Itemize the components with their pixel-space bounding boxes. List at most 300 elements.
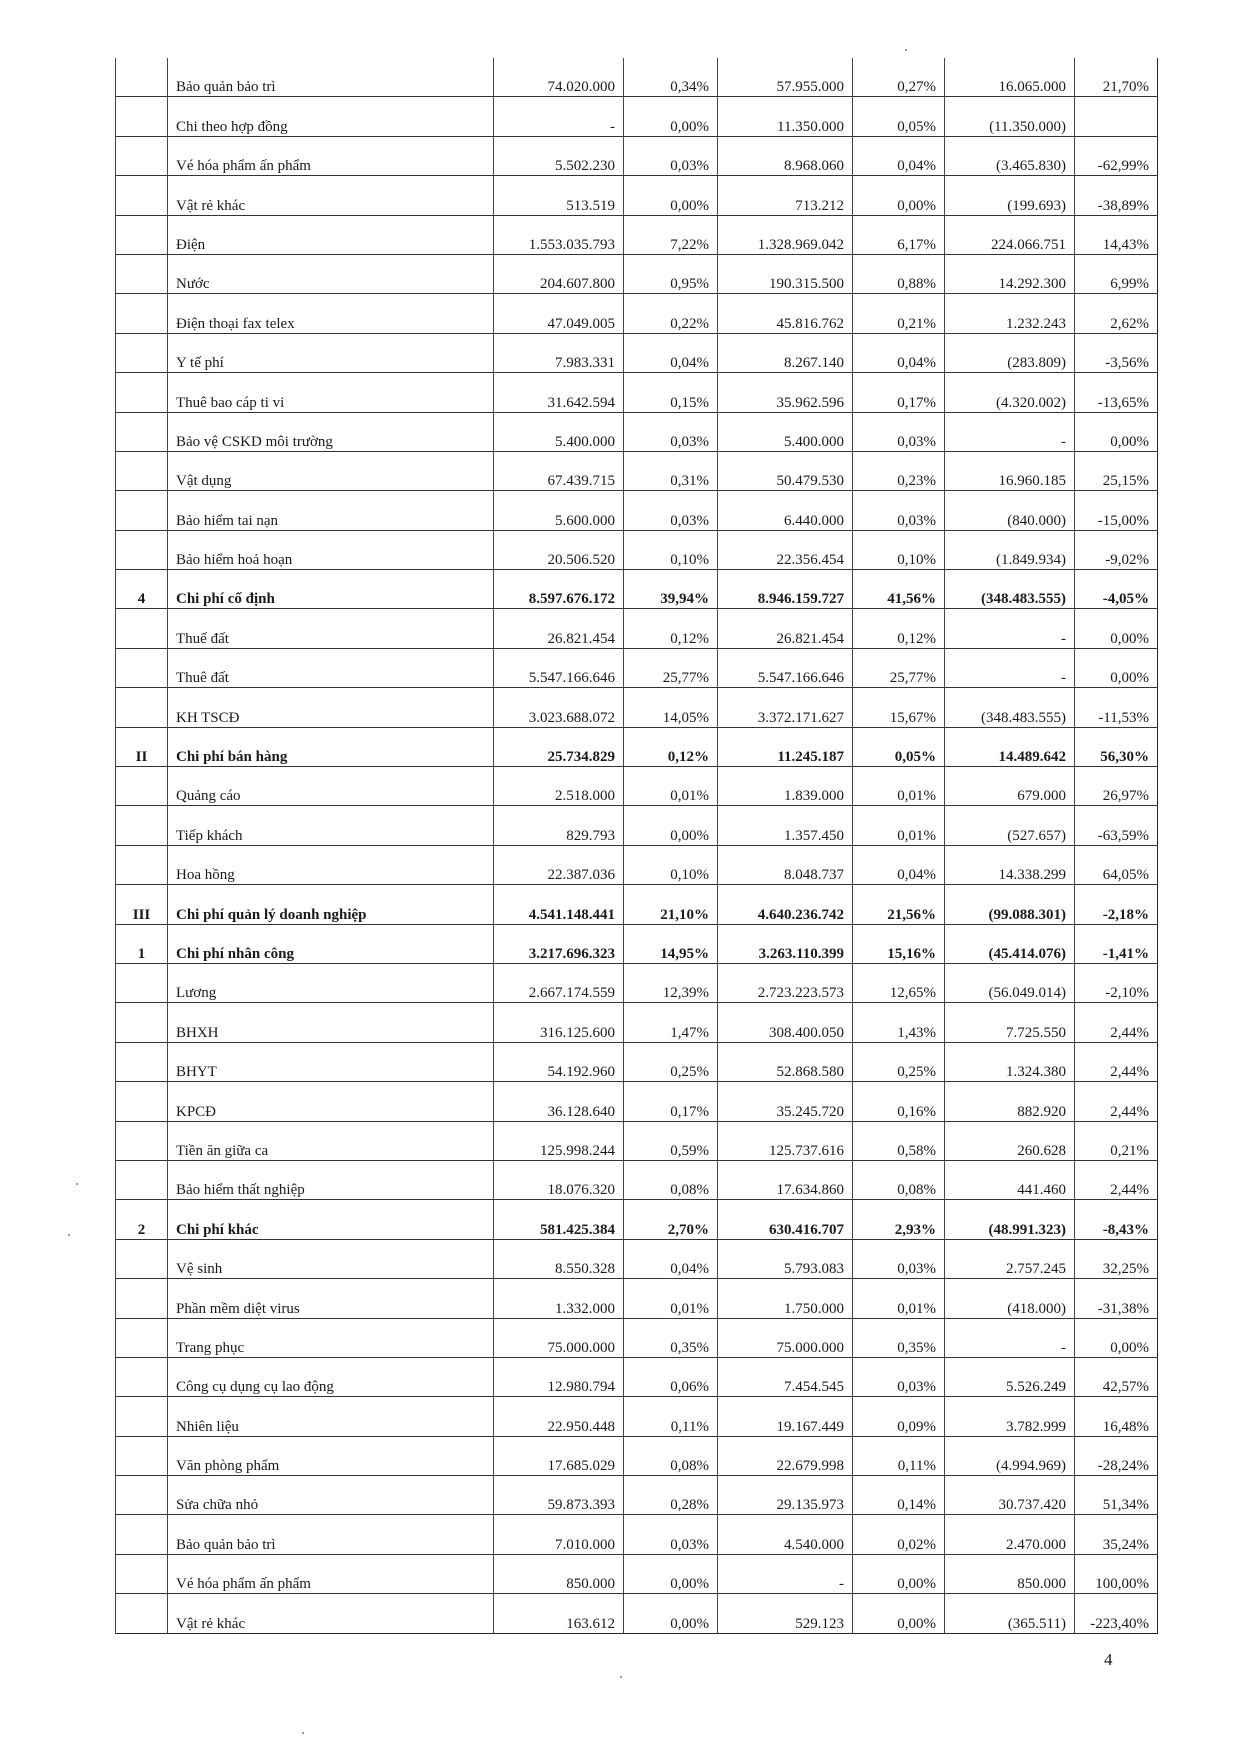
row-label: Văn phòng phẩm (168, 1436, 494, 1475)
table-row (116, 648, 1158, 687)
difference-amount: (99.088.301) (945, 885, 1075, 924)
row-index (116, 688, 168, 727)
percent-period-2: 0,12% (853, 609, 945, 648)
amount-period-1: 59.873.393 (494, 1476, 624, 1515)
percent-period-1: 0,12% (624, 727, 718, 766)
row-label: Bảo hiểm tai nạn (168, 491, 494, 530)
amount-period-1: 75.000.000 (494, 1318, 624, 1357)
difference-amount: - (945, 412, 1075, 451)
difference-amount: (4.994.969) (945, 1436, 1075, 1475)
percent-period-2: 21,56% (853, 885, 945, 924)
difference-amount: 7.725.550 (945, 1003, 1075, 1042)
difference-percent (1075, 97, 1158, 136)
table-group-row (116, 885, 1158, 924)
amount-period-2: 8.946.159.727 (718, 570, 853, 609)
table-row (116, 451, 1158, 490)
amount-period-1: 7.983.331 (494, 333, 624, 372)
row-label: Bảo quản bảo trì (168, 1515, 494, 1554)
row-index (116, 412, 168, 451)
amount-period-2: 7.454.545 (718, 1357, 853, 1396)
row-index (116, 1318, 168, 1357)
row-index (116, 648, 168, 687)
amount-period-2: 2.723.223.573 (718, 963, 853, 1002)
percent-period-1: 0,06% (624, 1357, 718, 1396)
table-row (116, 1003, 1158, 1042)
table-row (116, 1239, 1158, 1278)
row-label: Trang phục (168, 1318, 494, 1357)
row-index (116, 1476, 168, 1515)
row-label: Chi phí khác (168, 1200, 494, 1239)
amount-period-1: 125.998.244 (494, 1121, 624, 1160)
row-index (116, 1594, 168, 1633)
percent-period-2: 0,00% (853, 1594, 945, 1633)
percent-period-1: 0,22% (624, 294, 718, 333)
difference-percent: 51,34% (1075, 1476, 1158, 1515)
percent-period-2: 1,43% (853, 1003, 945, 1042)
difference-percent: -31,38% (1075, 1279, 1158, 1318)
row-index (116, 491, 168, 530)
scan-speck (620, 1676, 622, 1678)
amount-period-2: 308.400.050 (718, 1003, 853, 1042)
difference-amount: 5.526.249 (945, 1357, 1075, 1396)
percent-period-2: 0,03% (853, 412, 945, 451)
table-body (116, 58, 1158, 1633)
difference-percent: 56,30% (1075, 727, 1158, 766)
amount-period-2: 45.816.762 (718, 294, 853, 333)
row-index (116, 136, 168, 175)
table-row (116, 1042, 1158, 1081)
amount-period-1: 54.192.960 (494, 1042, 624, 1081)
percent-period-2: 0,03% (853, 1357, 945, 1396)
percent-period-2: 0,01% (853, 767, 945, 806)
table-row (116, 294, 1158, 333)
amount-period-2: 26.821.454 (718, 609, 853, 648)
table-group-row (116, 924, 1158, 963)
row-label: Chi theo hợp đồng (168, 97, 494, 136)
scan-speck (68, 1234, 70, 1236)
difference-amount: 14.338.299 (945, 845, 1075, 884)
row-index (116, 176, 168, 215)
amount-period-1: 2.518.000 (494, 767, 624, 806)
percent-period-2: 0,01% (853, 1279, 945, 1318)
amount-period-1: 1.553.035.793 (494, 215, 624, 254)
difference-percent: 32,25% (1075, 1239, 1158, 1278)
amount-period-2: 125.737.616 (718, 1121, 853, 1160)
percent-period-1: 0,31% (624, 451, 718, 490)
row-label: BHYT (168, 1042, 494, 1081)
difference-percent: 21,70% (1075, 58, 1158, 97)
difference-percent: 16,48% (1075, 1397, 1158, 1436)
row-label: Vé hóa phẩm ấn phẩm (168, 136, 494, 175)
difference-percent: 2,44% (1075, 1160, 1158, 1199)
table-row (116, 688, 1158, 727)
table-row (116, 97, 1158, 136)
table-row (116, 806, 1158, 845)
row-index (116, 58, 168, 97)
row-index (116, 1554, 168, 1593)
row-index (116, 333, 168, 372)
row-label: Điện thoại fax telex (168, 294, 494, 333)
percent-period-2: 0,04% (853, 845, 945, 884)
table-row (116, 1318, 1158, 1357)
amount-period-2: 8.048.737 (718, 845, 853, 884)
table-row (116, 1515, 1158, 1554)
percent-period-1: 0,03% (624, 1515, 718, 1554)
percent-period-1: 0,08% (624, 1436, 718, 1475)
scan-speck (76, 1183, 78, 1185)
row-index (116, 1279, 168, 1318)
percent-period-2: 25,77% (853, 648, 945, 687)
difference-amount: - (945, 609, 1075, 648)
percent-period-1: 0,00% (624, 806, 718, 845)
percent-period-2: 41,56% (853, 570, 945, 609)
cost-comparison-table (115, 58, 1158, 1634)
percent-period-2: 0,03% (853, 1239, 945, 1278)
difference-amount: (1.849.934) (945, 530, 1075, 569)
table-row (116, 767, 1158, 806)
percent-period-2: 0,21% (853, 294, 945, 333)
row-label: Chi phí quản lý doanh nghiệp (168, 885, 494, 924)
difference-percent: 0,00% (1075, 1318, 1158, 1357)
percent-period-2: 0,00% (853, 1554, 945, 1593)
difference-percent: 2,44% (1075, 1003, 1158, 1042)
percent-period-1: 0,04% (624, 1239, 718, 1278)
row-label: Điện (168, 215, 494, 254)
row-index (116, 1042, 168, 1081)
row-index: II (116, 727, 168, 766)
amount-period-1: 3.023.688.072 (494, 688, 624, 727)
difference-amount: 1.232.243 (945, 294, 1075, 333)
difference-percent: 0,00% (1075, 648, 1158, 687)
row-index (116, 1121, 168, 1160)
amount-period-2: 57.955.000 (718, 58, 853, 97)
row-label: Tiếp khách (168, 806, 494, 845)
row-label: Quảng cáo (168, 767, 494, 806)
difference-percent: 0,00% (1075, 609, 1158, 648)
row-label: Tiền ăn giữa ca (168, 1121, 494, 1160)
percent-period-2: 0,01% (853, 806, 945, 845)
percent-period-1: 12,39% (624, 963, 718, 1002)
amount-period-1: 3.217.696.323 (494, 924, 624, 963)
difference-amount: (365.511) (945, 1594, 1075, 1633)
difference-percent: 64,05% (1075, 845, 1158, 884)
amount-period-2: 529.123 (718, 1594, 853, 1633)
row-label: Vé hóa phẩm ấn phẩm (168, 1554, 494, 1593)
percent-period-1: 0,34% (624, 58, 718, 97)
table-row (116, 1279, 1158, 1318)
difference-percent: -13,65% (1075, 373, 1158, 412)
difference-amount: 3.782.999 (945, 1397, 1075, 1436)
percent-period-1: 0,00% (624, 97, 718, 136)
percent-period-1: 7,22% (624, 215, 718, 254)
table-row (116, 1476, 1158, 1515)
amount-period-1: 5.502.230 (494, 136, 624, 175)
difference-percent: -2,18% (1075, 885, 1158, 924)
row-index (116, 767, 168, 806)
row-label: Y tế phí (168, 333, 494, 372)
row-label: Chi phí cố định (168, 570, 494, 609)
amount-period-2: 1.328.969.042 (718, 215, 853, 254)
difference-amount: 30.737.420 (945, 1476, 1075, 1515)
difference-amount: (3.465.830) (945, 136, 1075, 175)
percent-period-1: 0,28% (624, 1476, 718, 1515)
row-index: III (116, 885, 168, 924)
amount-period-1: 163.612 (494, 1594, 624, 1633)
amount-period-2: 190.315.500 (718, 254, 853, 293)
percent-period-2: 0,25% (853, 1042, 945, 1081)
cost-table-page (115, 58, 1157, 1634)
amount-period-2: 5.400.000 (718, 412, 853, 451)
row-label: Vật dụng (168, 451, 494, 490)
percent-period-2: 6,17% (853, 215, 945, 254)
amount-period-1: 316.125.600 (494, 1003, 624, 1042)
row-index (116, 530, 168, 569)
row-label: Nhiên liệu (168, 1397, 494, 1436)
row-index (116, 451, 168, 490)
difference-amount: (56.049.014) (945, 963, 1075, 1002)
difference-percent: -223,40% (1075, 1594, 1158, 1633)
scan-speck (302, 1732, 304, 1734)
difference-amount: (348.483.555) (945, 570, 1075, 609)
table-row (116, 333, 1158, 372)
difference-percent: -2,10% (1075, 963, 1158, 1002)
amount-period-1: 1.332.000 (494, 1279, 624, 1318)
difference-amount: 441.460 (945, 1160, 1075, 1199)
table-row (116, 373, 1158, 412)
row-index (116, 1515, 168, 1554)
amount-period-2: 3.263.110.399 (718, 924, 853, 963)
percent-period-2: 0,10% (853, 530, 945, 569)
row-index (116, 1160, 168, 1199)
percent-period-2: 0,35% (853, 1318, 945, 1357)
amount-period-2: 75.000.000 (718, 1318, 853, 1357)
percent-period-2: 0,88% (853, 254, 945, 293)
amount-period-1: - (494, 97, 624, 136)
table-row (116, 1082, 1158, 1121)
difference-percent: -4,05% (1075, 570, 1158, 609)
row-label: Bảo hiểm hoả hoạn (168, 530, 494, 569)
row-label: Công cụ dụng cụ lao động (168, 1357, 494, 1396)
percent-period-1: 21,10% (624, 885, 718, 924)
row-index: 4 (116, 570, 168, 609)
difference-amount: 260.628 (945, 1121, 1075, 1160)
percent-period-1: 0,11% (624, 1397, 718, 1436)
percent-period-1: 0,10% (624, 845, 718, 884)
difference-percent: 2,62% (1075, 294, 1158, 333)
difference-percent: -15,00% (1075, 491, 1158, 530)
difference-amount: 16.065.000 (945, 58, 1075, 97)
table-row (116, 254, 1158, 293)
amount-period-2: 19.167.449 (718, 1397, 853, 1436)
amount-period-1: 12.980.794 (494, 1357, 624, 1396)
row-index (116, 1082, 168, 1121)
row-label: Sửa chữa nhỏ (168, 1476, 494, 1515)
difference-amount: (348.483.555) (945, 688, 1075, 727)
difference-percent: 6,99% (1075, 254, 1158, 293)
percent-period-1: 0,00% (624, 1554, 718, 1593)
table-row (116, 1121, 1158, 1160)
percent-period-2: 0,08% (853, 1160, 945, 1199)
amount-period-2: 4.540.000 (718, 1515, 853, 1554)
percent-period-2: 0,03% (853, 491, 945, 530)
row-label: Thuê bao cáp ti vi (168, 373, 494, 412)
amount-period-1: 18.076.320 (494, 1160, 624, 1199)
difference-amount: 850.000 (945, 1554, 1075, 1593)
table-row (116, 1160, 1158, 1199)
amount-period-1: 513.519 (494, 176, 624, 215)
difference-percent: 0,00% (1075, 412, 1158, 451)
difference-amount: 2.470.000 (945, 1515, 1075, 1554)
amount-period-2: 52.868.580 (718, 1042, 853, 1081)
row-index (116, 294, 168, 333)
row-index (116, 254, 168, 293)
row-index (116, 609, 168, 648)
amount-period-2: 8.267.140 (718, 333, 853, 372)
percent-period-1: 0,08% (624, 1160, 718, 1199)
percent-period-2: 0,04% (853, 136, 945, 175)
percent-period-1: 0,95% (624, 254, 718, 293)
table-row (116, 215, 1158, 254)
scan-speck (905, 49, 907, 51)
row-index (116, 215, 168, 254)
table-group-row (116, 1200, 1158, 1239)
table-row (116, 845, 1158, 884)
row-label: Vật rẻ khác (168, 1594, 494, 1633)
amount-period-2: - (718, 1554, 853, 1593)
row-index: 2 (116, 1200, 168, 1239)
row-label: Phần mềm diệt virus (168, 1279, 494, 1318)
amount-period-1: 581.425.384 (494, 1200, 624, 1239)
difference-percent: 2,44% (1075, 1042, 1158, 1081)
percent-period-1: 14,05% (624, 688, 718, 727)
row-label: BHXH (168, 1003, 494, 1042)
percent-period-1: 0,59% (624, 1121, 718, 1160)
percent-period-1: 0,03% (624, 491, 718, 530)
difference-amount: (45.414.076) (945, 924, 1075, 963)
percent-period-2: 0,09% (853, 1397, 945, 1436)
amount-period-2: 4.640.236.742 (718, 885, 853, 924)
percent-period-1: 0,00% (624, 176, 718, 215)
difference-percent: 14,43% (1075, 215, 1158, 254)
difference-amount: 1.324.380 (945, 1042, 1075, 1081)
amount-period-1: 31.642.594 (494, 373, 624, 412)
percent-period-1: 0,12% (624, 609, 718, 648)
percent-period-1: 0,35% (624, 1318, 718, 1357)
row-index (116, 806, 168, 845)
amount-period-1: 4.541.148.441 (494, 885, 624, 924)
row-index: 1 (116, 924, 168, 963)
difference-percent: 0,21% (1075, 1121, 1158, 1160)
amount-period-1: 850.000 (494, 1554, 624, 1593)
difference-percent: -28,24% (1075, 1436, 1158, 1475)
difference-percent: -3,56% (1075, 333, 1158, 372)
difference-percent: -8,43% (1075, 1200, 1158, 1239)
percent-period-2: 2,93% (853, 1200, 945, 1239)
row-label: KPCĐ (168, 1082, 494, 1121)
difference-amount: (11.350.000) (945, 97, 1075, 136)
table-row (116, 530, 1158, 569)
amount-period-2: 11.245.187 (718, 727, 853, 766)
amount-period-2: 35.245.720 (718, 1082, 853, 1121)
difference-amount: 16.960.185 (945, 451, 1075, 490)
percent-period-2: 0,02% (853, 1515, 945, 1554)
difference-amount: - (945, 648, 1075, 687)
table-row (116, 491, 1158, 530)
percent-period-2: 0,05% (853, 97, 945, 136)
percent-period-2: 0,27% (853, 58, 945, 97)
row-index (116, 1003, 168, 1042)
table-row (116, 1397, 1158, 1436)
amount-period-2: 29.135.973 (718, 1476, 853, 1515)
amount-period-2: 1.839.000 (718, 767, 853, 806)
amount-period-1: 25.734.829 (494, 727, 624, 766)
amount-period-1: 74.020.000 (494, 58, 624, 97)
amount-period-2: 35.962.596 (718, 373, 853, 412)
row-index (116, 963, 168, 1002)
amount-period-2: 1.357.450 (718, 806, 853, 845)
percent-period-1: 0,17% (624, 1082, 718, 1121)
table-row (116, 963, 1158, 1002)
amount-period-1: 5.600.000 (494, 491, 624, 530)
percent-period-2: 12,65% (853, 963, 945, 1002)
table-row (116, 58, 1158, 97)
row-index (116, 97, 168, 136)
row-label: Lương (168, 963, 494, 1002)
table-row (116, 1436, 1158, 1475)
difference-amount: 2.757.245 (945, 1239, 1075, 1278)
percent-period-1: 0,01% (624, 1279, 718, 1318)
amount-period-1: 5.547.166.646 (494, 648, 624, 687)
amount-period-2: 1.750.000 (718, 1279, 853, 1318)
percent-period-2: 0,04% (853, 333, 945, 372)
amount-period-2: 8.968.060 (718, 136, 853, 175)
amount-period-1: 67.439.715 (494, 451, 624, 490)
amount-period-2: 22.679.998 (718, 1436, 853, 1475)
amount-period-2: 5.547.166.646 (718, 648, 853, 687)
difference-percent: -38,89% (1075, 176, 1158, 215)
table-row (116, 176, 1158, 215)
difference-percent: -62,99% (1075, 136, 1158, 175)
amount-period-2: 5.793.083 (718, 1239, 853, 1278)
difference-amount: (418.000) (945, 1279, 1075, 1318)
difference-percent: 100,00% (1075, 1554, 1158, 1593)
row-label: Nước (168, 254, 494, 293)
row-label: Chi phí bán hàng (168, 727, 494, 766)
amount-period-1: 22.950.448 (494, 1397, 624, 1436)
row-label: Bảo vệ CSKD môi trường (168, 412, 494, 451)
percent-period-2: 0,14% (853, 1476, 945, 1515)
amount-period-1: 204.607.800 (494, 254, 624, 293)
percent-period-2: 0,11% (853, 1436, 945, 1475)
amount-period-1: 2.667.174.559 (494, 963, 624, 1002)
percent-period-1: 39,94% (624, 570, 718, 609)
row-label: Thuế đất (168, 609, 494, 648)
row-index (116, 1357, 168, 1396)
difference-amount: (840.000) (945, 491, 1075, 530)
percent-period-1: 0,03% (624, 412, 718, 451)
amount-period-1: 22.387.036 (494, 845, 624, 884)
percent-period-1: 0,15% (624, 373, 718, 412)
table-row (116, 609, 1158, 648)
row-label: Hoa hồng (168, 845, 494, 884)
percent-period-1: 14,95% (624, 924, 718, 963)
table-group-row (116, 727, 1158, 766)
percent-period-2: 0,16% (853, 1082, 945, 1121)
row-label: Vật rẻ khác (168, 176, 494, 215)
amount-period-1: 26.821.454 (494, 609, 624, 648)
percent-period-1: 0,03% (624, 136, 718, 175)
difference-amount: 14.489.642 (945, 727, 1075, 766)
